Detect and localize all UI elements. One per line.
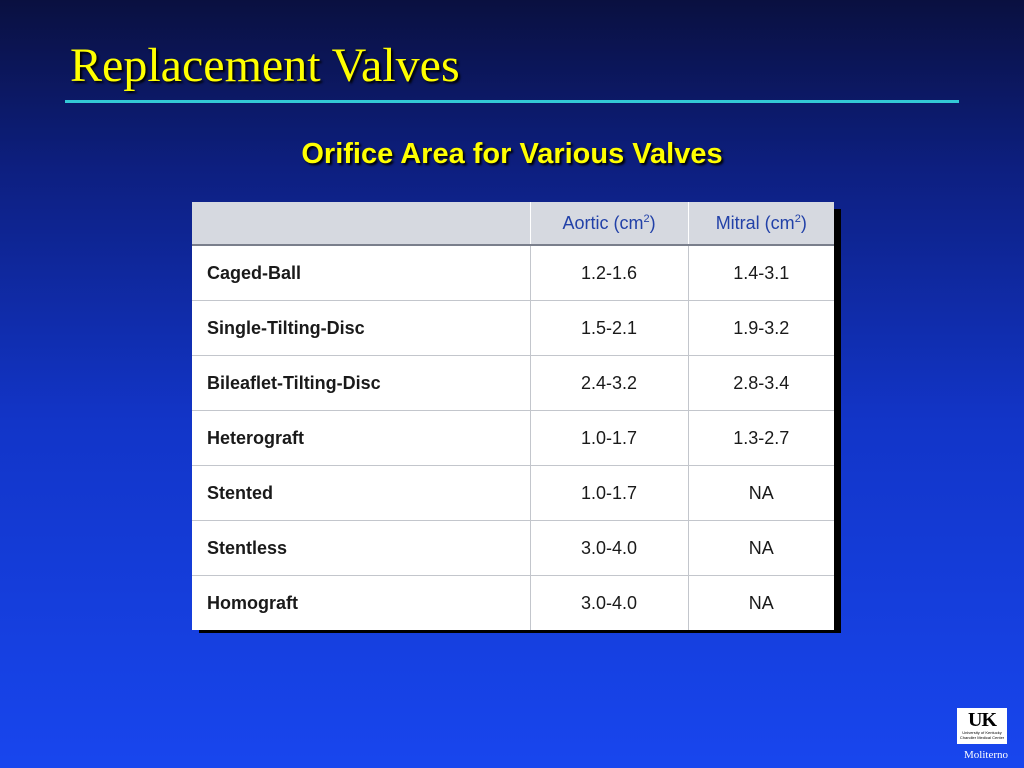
table-row xyxy=(192,301,834,356)
title-divider xyxy=(65,100,959,103)
cell-mitral: 1.3-2.7 xyxy=(688,411,834,466)
cell-mitral: NA xyxy=(688,521,834,576)
table-subtitle: Orifice Area for Various Valves xyxy=(301,138,723,170)
uk-logo xyxy=(957,708,1007,744)
uk-logo-caption: University of Kentucky Chandler Medical Center xyxy=(959,730,1005,740)
cell-aortic: 1.0-1.7 xyxy=(530,466,688,521)
table-row xyxy=(192,466,834,521)
row-label-stented: Stented xyxy=(192,466,530,521)
cell-mitral: 1.9-3.2 xyxy=(688,301,834,356)
cell-aortic: 2.4-3.2 xyxy=(530,356,688,411)
table-row xyxy=(192,521,834,576)
row-label-single-tilting-disc: Single-Tilting-Disc xyxy=(192,301,530,356)
cell-aortic: 1.0-1.7 xyxy=(530,411,688,466)
row-label-caged-ball: Caged-Ball xyxy=(192,245,530,301)
row-label-stentless: Stentless xyxy=(192,521,530,576)
table-row xyxy=(192,576,834,631)
row-label-homograft: Homograft xyxy=(192,576,530,631)
cell-mitral: 1.4-3.1 xyxy=(688,245,834,301)
cell-aortic: 1.5-2.1 xyxy=(530,301,688,356)
table-row xyxy=(192,356,834,411)
row-label-bileaflet-tilting-disc: Bileaflet-Tilting-Disc xyxy=(192,356,530,411)
slide-title: Replacement Valves xyxy=(70,39,460,92)
cell-aortic: 3.0-4.0 xyxy=(530,521,688,576)
header-aortic: Aortic $(cm^2)$ xyxy=(530,202,688,245)
row-label-heterograft: Heterograft xyxy=(192,411,530,466)
header-blank xyxy=(192,202,530,245)
cell-aortic: 3.0-4.0 xyxy=(530,576,688,631)
cell-aortic: 1.2-1.6 xyxy=(530,245,688,301)
header-mitral: Mitral $(cm^2)$ xyxy=(688,202,834,245)
cell-mitral: NA xyxy=(688,466,834,521)
valve-orifice-table xyxy=(192,202,834,630)
table-row xyxy=(192,245,834,301)
author-credit: Moliterno xyxy=(964,749,1008,761)
cell-mitral: NA xyxy=(748,592,774,613)
cell-mitral: 2.8-3.4 xyxy=(688,356,834,411)
uk-logo-mark: UK xyxy=(968,709,996,731)
table-header-row xyxy=(192,202,834,245)
table-row xyxy=(192,411,834,466)
valve-table-container xyxy=(192,202,834,626)
